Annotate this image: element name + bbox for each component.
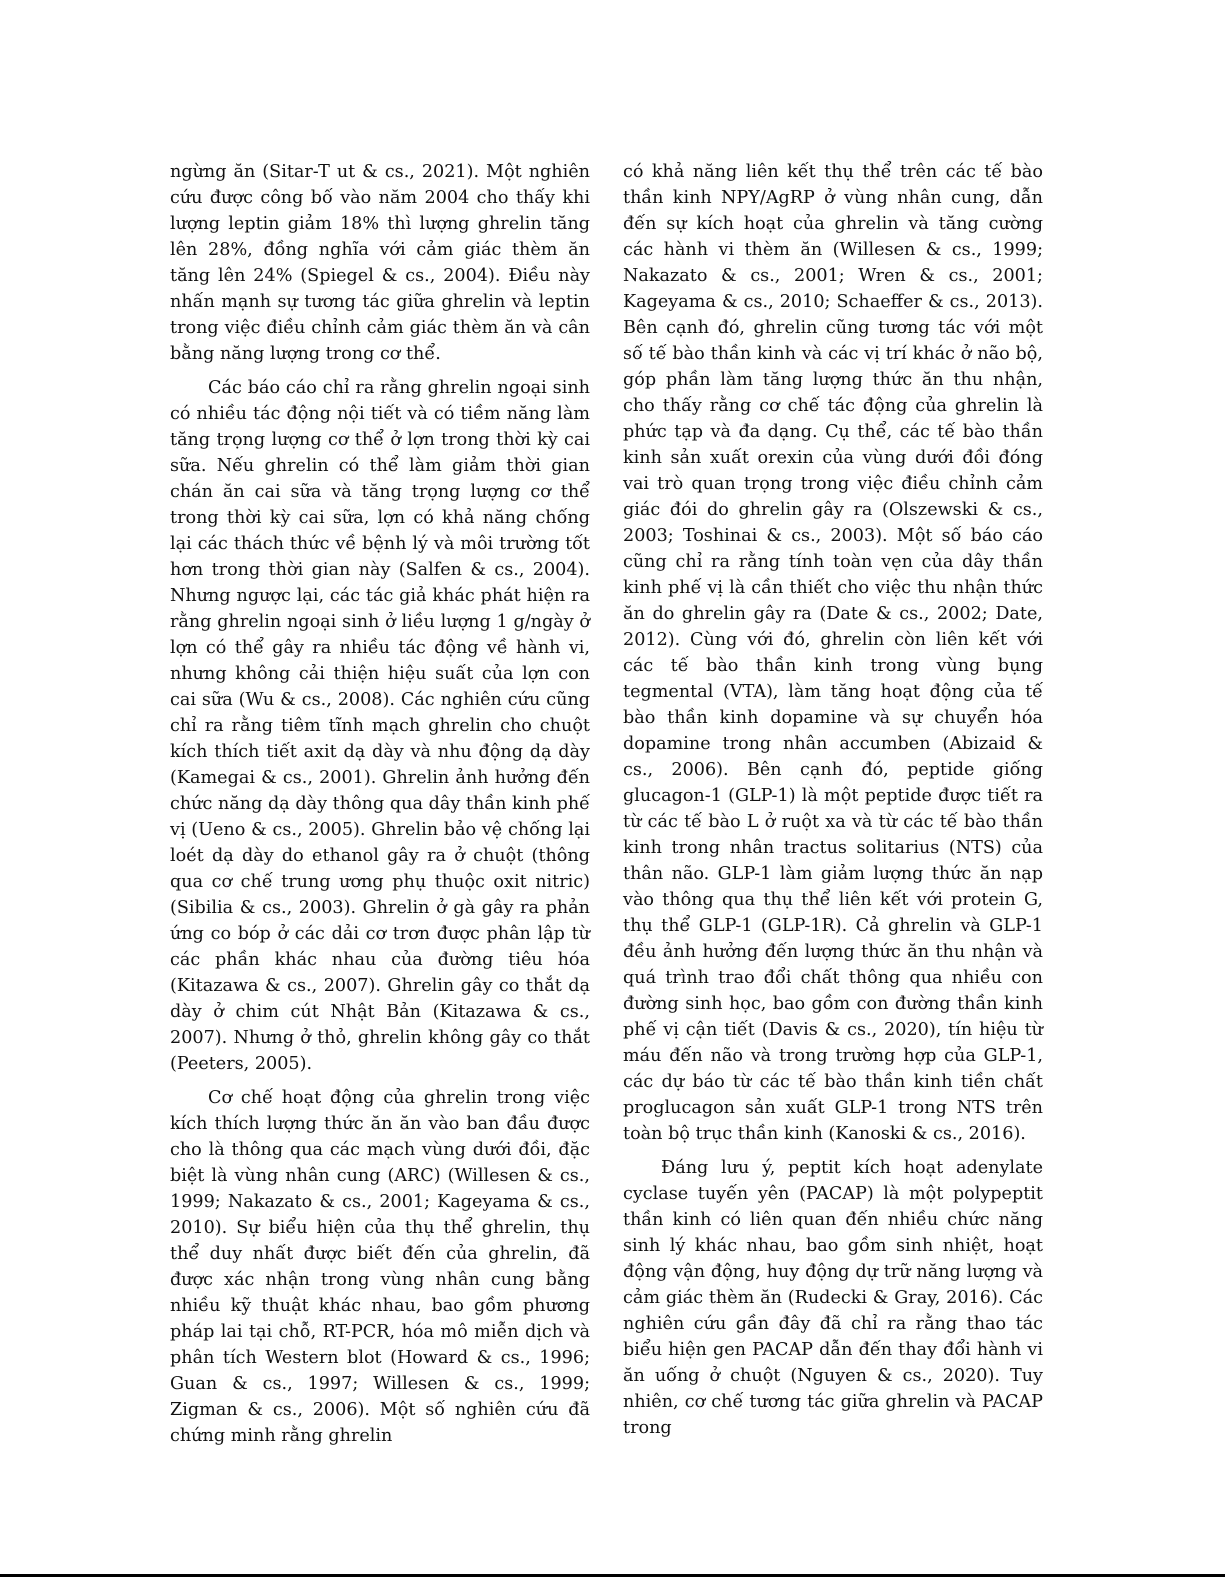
left-column (170, 159, 590, 1457)
paragraph-right-1: có khả năng liên kết thụ thể trên các tế bào thần kinh NPY/AgRP ở vùng nhân cung, dẫn đến sự kích hoạt của ghrelin và tăng cường các hành vi thèm ăn (Willesen & cs., 1999; Nakazato & cs., 2001; Wren & cs., 2001; Kageyama & cs., 2010; Schaeffer & cs., 2013). Bên cạnh đó, ghrelin cũng tương tác với một số tế bào thần kinh và các vị trí khác ở não bộ, góp phần làm tăng lượng thức ăn thu nhận, cho thấy rằng cơ chế tác động của ghrelin là phức tạp và đa dạng. Cụ thể, các tế bào thần kinh sản xuất orexin của vùng dưới đồi đóng vai trò quan trọng trong việc điều chỉnh cảm giác đói do ghrelin gây ra (Olszewski & cs., 2003; Toshinai & cs., 2003). Một số báo cáo cũng chỉ ra rằng tính toàn vẹn của dây thần kinh phế vị là cần thiết cho việc thu nhận thức ăn do ghrelin gây ra (Date & cs., 2002; Date, 2012). Cùng với đó, ghrelin còn liên kết với các tế bào thần kinh trong vùng bụng tegmental (VTA), làm tăng hoạt động của tế bào thần kinh dopamine và sự chuyển hóa dopamine trong nhân accumben (Abizaid & cs., 2006). Bên cạnh đó, peptide giống glucagon-1 (GLP-1) là một peptide được tiết ra từ các tế bào L ở ruột xa và từ các tế bào thần kinh trong nhân tractus solitarius (NTS) của thân não. GLP-1 làm giảm lượng thức ăn nạp vào thông qua thụ thể liên kết với protein G, thụ thể GLP-1 (GLP-1R). Cả ghrelin và GLP-1 đều ảnh hưởng đến lượng thức ăn thu nhận và quá trình trao đổi chất thông qua nhiều con đường sinh học, bao gồm con đường thần kinh phế vị cận tiết (Davis & cs., 2020), tín hiệu từ máu đến não và trong trường hợp của GLP-1, các dự báo từ các tế bào thần kinh tiền chất proglucagon sản xuất GLP-1 trong NTS trên toàn bộ trục thần kinh (Kanoski & cs., 2016). (623, 162, 1043, 1144)
bottom-rule (0, 1574, 1225, 1577)
paragraph-left-1: ngừng ăn (Sitar-T ut & cs., 2021). Một nghiên cứu được công bố vào năm 2004 cho thấy khi lượng leptin giảm 18% thì lượng ghrelin tăng lên 28%, đồng nghĩa với cảm giác thèm ăn tăng lên 24% (Spiegel & cs., 2004). Điều này nhấn mạnh sự tương tác giữa ghrelin và leptin trong việc điều chỉnh cảm giác thèm ăn và cân bằng năng lượng trong cơ thể. (170, 162, 590, 364)
right-column (623, 159, 1043, 1449)
paragraph-left-2: Các báo cáo chỉ ra rằng ghrelin ngoại sinh có nhiều tác động nội tiết và có tiềm năng làm tăng trọng lượng cơ thể ở lợn trong thời kỳ cai sữa. Nếu ghrelin có thể làm giảm thời gian chán ăn cai sữa và tăng trọng lượng cơ thể trong thời kỳ cai sữa, lợn có khả năng chống lại các thách thức về bệnh lý và môi trường tốt hơn trong thời gian này (Salfen & cs., 2004). Nhưng ngược lại, các tác giả khác phát hiện ra rằng ghrelin ngoại sinh ở liều lượng 1 g/ngày ở lợn có thể gây ra nhiều tác động về hành vi, nhưng không cải thiện hiệu suất của lợn con cai sữa (Wu & cs., 2008). Các nghiên cứu cũng chỉ ra rằng tiêm tĩnh mạch ghrelin cho chuột kích thích tiết axit dạ dày và nhu động dạ dày (Kamegai & cs., 2001). Ghrelin ảnh hưởng đến chức năng dạ dày thông qua dây thần kinh phế vị (Ueno & cs., 2005). Ghrelin bảo vệ chống lại loét dạ dày do ethanol gây ra ở chuột (thông qua cơ chế trung ương phụ thuộc oxit nitric) (Sibilia & cs., 2003). Ghrelin ở gà gây ra phản ứng co bóp ở các dải cơ trơn được phân lập từ các phần khác nhau của đường tiêu hóa (Kitazawa & cs., 2007). Ghrelin gây co thắt dạ dày ở chim cút Nhật Bản (Kitazawa & cs., 2007). Nhưng ở thỏ, ghrelin không gây co thắt (Peeters, 2005). (170, 378, 590, 1074)
paragraph-right-2: Đáng lưu ý, peptit kích hoạt adenylate cyclase tuyến yên (PACAP) là một polypeptit thần kinh có liên quan đến nhiều chức năng sinh lý khác nhau, bao gồm sinh nhiệt, hoạt động vận động, huy động dự trữ năng lượng và cảm giác thèm ăn (Rudecki & Gray, 2016). Các nghiên cứu gần đây đã chỉ ra rằng thao tác biểu hiện gen PACAP dẫn đến thay đổi hành vi ăn uống ở chuột (Nguyen & cs., 2020). Tuy nhiên, cơ chế tương tác giữa ghrelin và PACAP trong (623, 1158, 1043, 1438)
paragraph-left-3: Cơ chế hoạt động của ghrelin trong việc kích thích lượng thức ăn ăn vào ban đầu được cho là thông qua các mạch vùng dưới đồi, đặc biệt là vùng nhân cung (ARC) (Willesen & cs., 1999; Nakazato & cs., 2001; Kageyama & cs., 2010). Sự biểu hiện của thụ thể ghrelin, thụ thể duy nhất được biết đến của ghrelin, đã được xác nhận trong vùng nhân cung bằng nhiều kỹ thuật khác nhau, bao gồm phương pháp lai tại chỗ, RT-PCR, hóa mô miễn dịch và phân tích Western blot (Howard & cs., 1996; Guan & cs., 1997; Willesen & cs., 1999; Zigman & cs., 2006). Một số nghiên cứu đã chứng minh rằng ghrelin (170, 1088, 590, 1446)
